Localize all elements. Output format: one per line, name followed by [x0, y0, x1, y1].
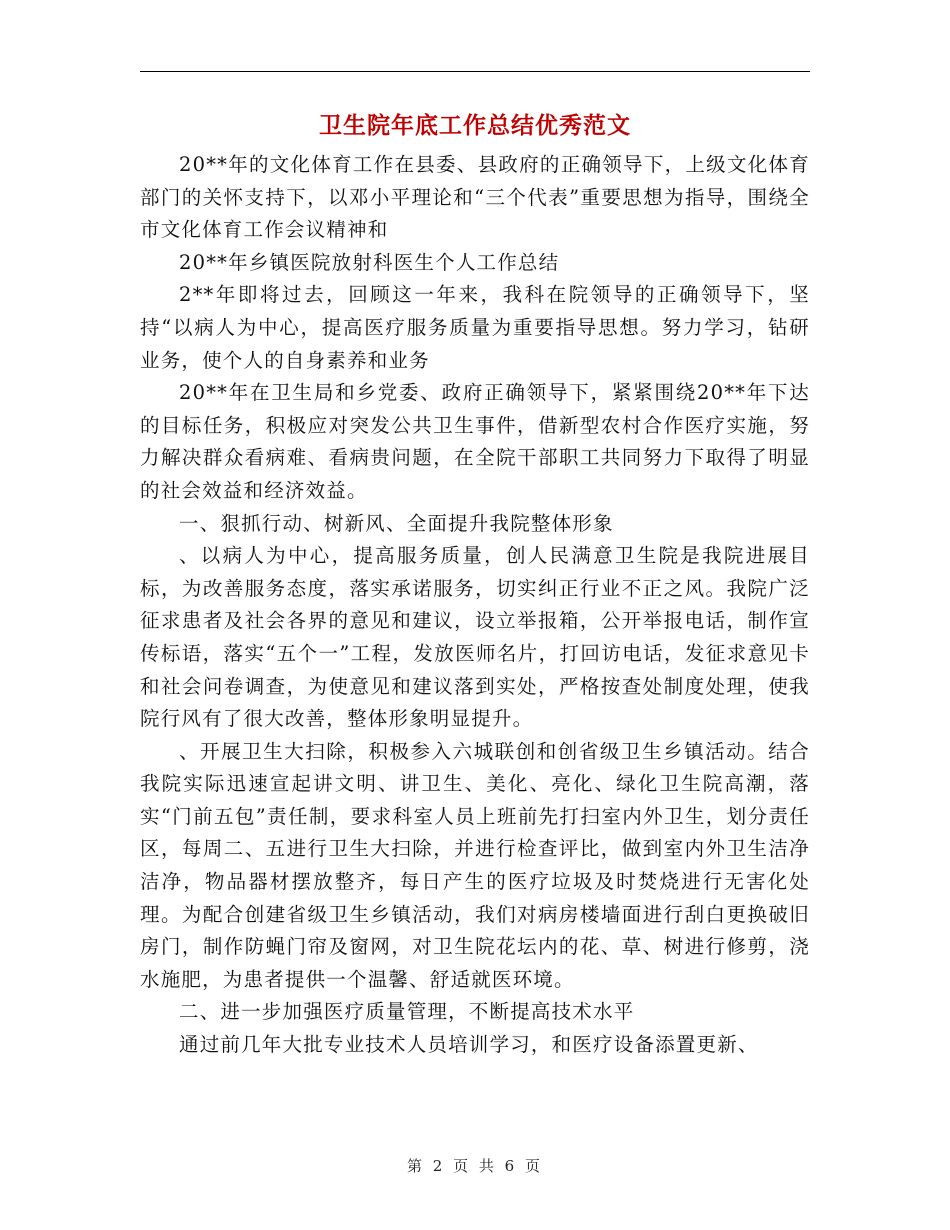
paragraph: 通过前几年大批专业技术人员培训学习，和医疗设备添置更新、 — [179, 1033, 759, 1057]
paragraph: 2**年即将过去，回顾这一年来，我科在院领导的正确领导下，坚持“以病人为中心，提高医疗服务质量为重要指导思想。努力学习，钻研业务，使个人的自身素养和业务 — [140, 283, 810, 372]
document-title: 卫生院年底工作总结优秀范文 — [319, 112, 631, 139]
paragraph: 、以病人为中心，提高服务质量，创人民满意卫生院是我院进展目标，为改善服务态度，落实承诺服务，切实纠正行业不正之风。我院广泛征求患者及社会各界的意见和建议，设立举报箱，公开举报电话，制作宣传标语，落实“五个一”工程，发放医师名片，打回访电话，发征求意见卡和社会问卷调查，为使意见和建议落到实处，严格按查处制度处理，使我院行风有了很大改善，整体形象明显提升。 — [140, 544, 810, 731]
page-number: 第 2 页 共 6 页 — [407, 1157, 543, 1175]
section-heading: 二、进一步加强医疗质量管理，不断提高技术水平 — [179, 1000, 635, 1024]
paragraph: 20**年乡镇医院放射科医生个人工作总结 — [179, 250, 560, 274]
paragraph: 20**年在卫生局和乡党委、政府正确领导下，紧紧围绕20**年下达的目标任务，积极应对突发公共卫生事件，借新型农村合作医疗实施，努力解决群众看病难、看病贵问题，在全院干部职工共同努力下取得了明显的社会效益和经济效益。 — [140, 381, 810, 502]
document-body — [140, 149, 810, 1062]
paragraph: 、开展卫生大扫除，积极参入六城联创和创省级卫生乡镇活动。结合我院实际迅速宣起讲文明、讲卫生、美化、亮化、绿化卫生院高潮，落实“门前五包”责任制，要求科室人员上班前先打扫室内外卫生，划分责任区，每周二、五进行卫生大扫除，并进行检查评比，做到室内外卫生洁净洁净，物品器材摆放整齐，每日产生的医疗垃圾及时焚烧进行无害化处理。为配合创建省级卫生乡镇活动，我们对病房楼墙面进行刮白更换破旧房门，制作防蝇门帘及窗网，对卫生院花坛内的花、草、树进行修剪，浇水施肥，为患者提供一个温馨、舒适就医环境。 — [140, 739, 810, 991]
section-heading: 一、狠抓行动、树新风、全面提升我院整体形象 — [179, 511, 614, 535]
paragraph: 20**年的文化体育工作在县委、县政府的正确领导下，上级文化体育部门的关怀支持下，以邓小平理论和“三个代表”重要思想为指导，围绕全市文化体育工作会议精神和 — [140, 153, 810, 242]
header-rule — [140, 71, 810, 72]
